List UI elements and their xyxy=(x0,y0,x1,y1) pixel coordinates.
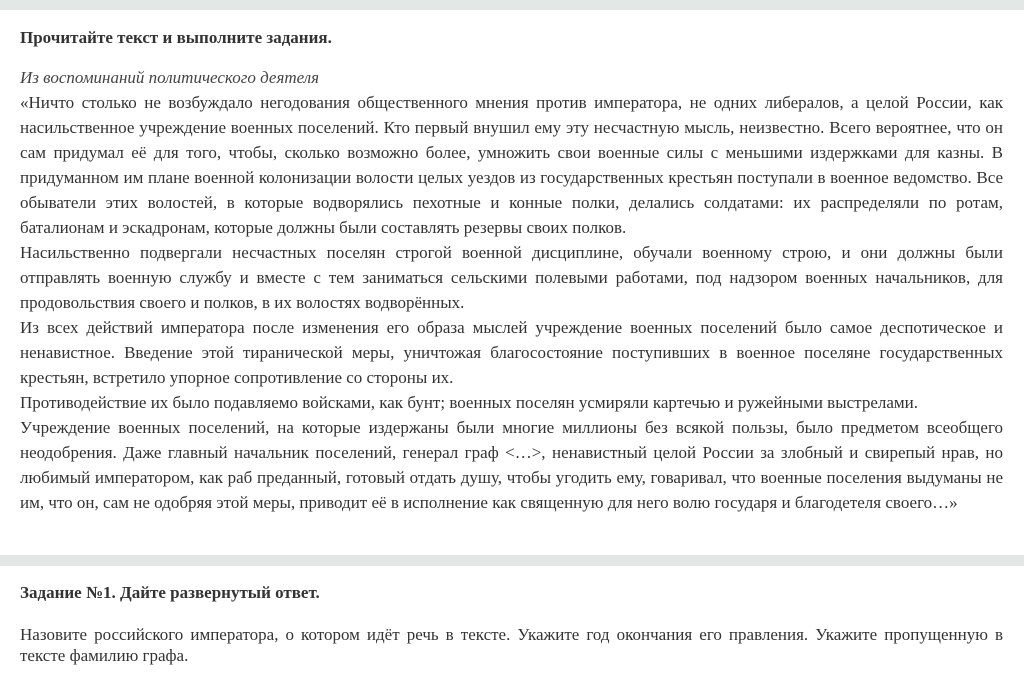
text-paragraph-3: Из всех действий императора после изменения его образа мыслей учреждение военных поселений было самое деспотическое и ненавистное. Введение этой тиранической меры, уничтожая благосостояние поступивших в военное поселяне государственных крестьян, встретило упорное сопротивление со стороны их. xyxy=(20,318,1003,387)
text-paragraph-5: Учреждение военных поселений, на которые издержаны были многие миллионы без всякой пользы, было предметом всеобщего неодобрения. Даже главный начальник поселений, генерал граф <…>, ненавистный целой России за злобный и свирепый нрав, но любимый императором, как раб преданный, готовый отдать душу, чтобы угодить ему, говаривал, что военные поселения выдуманы не им, что он, сам не одобряя этой меры, приводит её в исполнение как священную для него волю государя и благодетеля своего…» xyxy=(20,418,1003,512)
source-text xyxy=(20,90,1003,515)
text-paragraph-4: Противодействие их было подавляемо войсками, как бунт; военных поселян усмиряли картечью и ружейными выстрелами. xyxy=(20,393,918,412)
top-divider-band xyxy=(0,0,1024,10)
task-section xyxy=(20,583,1003,666)
reading-section xyxy=(20,28,1003,515)
section-divider-band xyxy=(0,555,1024,566)
source-attribution: Из воспоминаний политического деятеля xyxy=(20,68,320,87)
text-paragraph-1: «Ничто столько не возбуждало негодования общественного мнения против императора, не одних либералов, а целой России, как насильственное учреждение военных поселений. Кто первый внушил ему эту несчастную мысль, неизвестно. Всего вероятнее, что он сам придумал её для того, чтобы, сколько возможно более, умножить свои военные силы с меньшими издержками для казны. В придуманном им плане военной колонизации волости целых уездов из государственных крестьян поступали в военное ведомство. Все обыватели этих волостей, в которые водворялись пехотные и конные полки, делались солдатами: их распределяли по ротам, баталионам и эскадронам, которые должны были составлять резервы своих полков. xyxy=(20,93,1003,237)
text-paragraph-2: Насильственно подвергали несчастных поселян строгой военной дисциплине, обучали военному строю, и они должны были отправлять военную службу и вместе с тем заниматься сельскими полевыми работами, под надзором военных начальников, для продовольствия своего и полков, в их волостях водворённых. xyxy=(20,243,1003,312)
task-question: Назовите российского императора, о котором идёт речь в тексте. Укажите год окончания его правления. Укажите пропущенную в тексте фамилию графа. xyxy=(20,625,1003,665)
task-heading: Задание №1. Дайте развернутый ответ. xyxy=(20,583,320,602)
reading-heading: Прочитайте текст и выполните задания. xyxy=(20,28,332,47)
